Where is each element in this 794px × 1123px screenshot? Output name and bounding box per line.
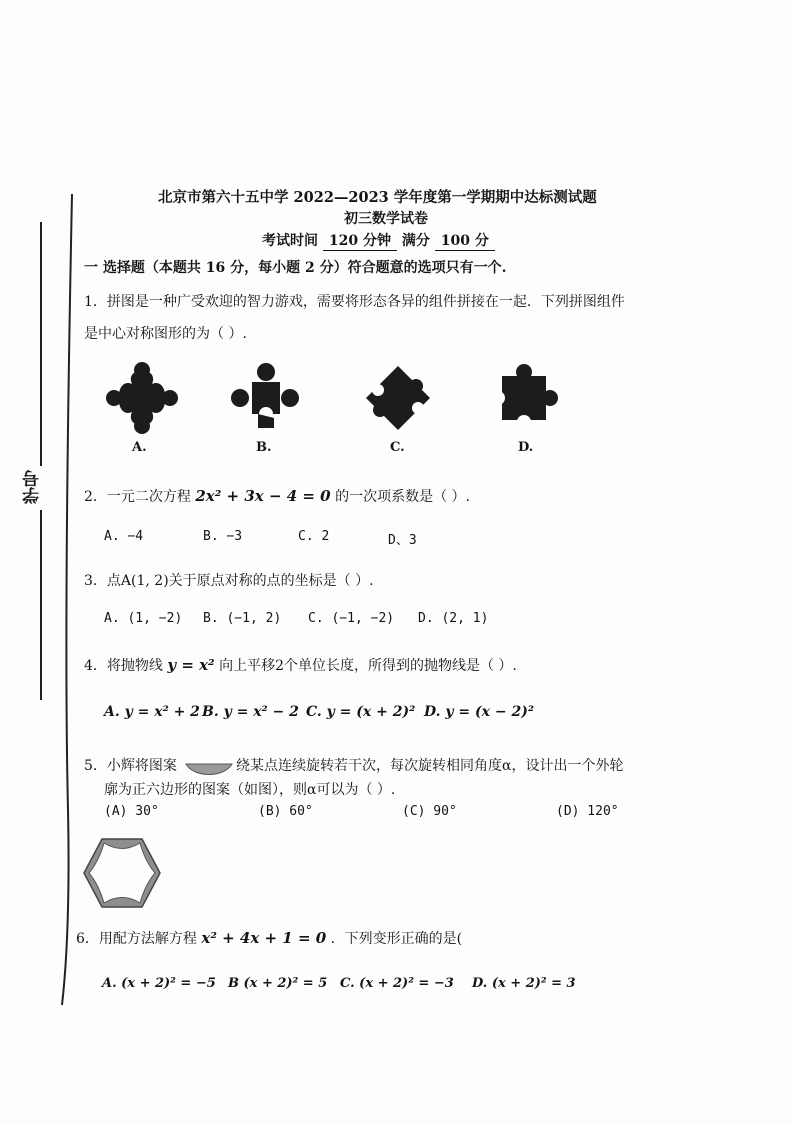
q2-option-a: A. −4 bbox=[104, 529, 144, 544]
q4-option-c: C. y = (x + 2)² bbox=[306, 704, 416, 720]
score-value: 100 分 bbox=[435, 230, 495, 251]
q5-option-b: (B) 60° bbox=[258, 804, 313, 819]
q4-option-d: D. y = (x − 2)² bbox=[424, 704, 534, 720]
exam-title: 北京市第六十五中学 2022—2023 学年度第一学期期中达标测试题 bbox=[158, 189, 597, 206]
exam-subtitle: 初三数学试卷 bbox=[344, 211, 428, 227]
q6-option-a: A. (x + 2)² = −5 bbox=[102, 976, 216, 991]
q5-line2: 廓为正六边形的图案（如图），则α可以为（ ）. bbox=[104, 782, 396, 798]
time-label: 考试时间 bbox=[262, 233, 318, 249]
q4-pre: 4．将抛物线 bbox=[84, 658, 163, 674]
puzzle-piece-b bbox=[228, 360, 304, 436]
q2-option-c: C. 2 bbox=[298, 529, 330, 544]
q1-line1: 1．拼图是一种广受欢迎的智力游戏，需要将形态各异的组件拼接在一起．下列拼图组件 bbox=[84, 294, 625, 310]
q6-pre: 6．用配方法解方程 bbox=[76, 931, 197, 947]
margin-line-top bbox=[40, 222, 42, 466]
student-id-label: 学号 bbox=[23, 470, 43, 504]
q1-line2: 是中心对称图形的为（ ）. bbox=[84, 326, 247, 342]
q1-option-c-label: C. bbox=[390, 440, 405, 455]
q5-pattern-icon bbox=[184, 760, 234, 780]
exam-info bbox=[262, 230, 495, 251]
q6-option-c: C. (x + 2)² = −3 bbox=[340, 976, 454, 991]
hexagon-pattern-figure bbox=[82, 836, 162, 910]
q2-option-d: D、3 bbox=[388, 533, 417, 548]
puzzle-piece-c bbox=[360, 360, 436, 436]
q1-option-b-label: B. bbox=[256, 440, 272, 455]
margin-line-bottom bbox=[40, 510, 42, 700]
score-label: 满分 bbox=[401, 233, 430, 249]
q2-stem bbox=[84, 486, 470, 506]
section-heading: 一 选择题（本题共 16 分，每小题 2 分）符合题意的选项只有一个. bbox=[84, 260, 507, 276]
q6-equation: x² + 4x + 1 = 0 bbox=[201, 929, 327, 947]
q6-option-b: B (x + 2)² = 5 bbox=[228, 976, 328, 991]
q6-stem bbox=[76, 928, 462, 948]
q4-stem bbox=[84, 655, 517, 675]
q3-option-b: B. (−1, 2) bbox=[203, 611, 282, 626]
q4-option-b: B. y = x² − 2 bbox=[202, 704, 299, 720]
q2-equation: 2x² + 3x − 4 = 0 bbox=[195, 487, 331, 505]
puzzle-piece-d bbox=[486, 360, 562, 436]
q2-pre: 2．一元二次方程 bbox=[84, 489, 191, 505]
q3-stem: 3．点A(1, 2)关于原点对称的点的坐标是（ ）. bbox=[84, 573, 374, 589]
time-value: 120 分钟 bbox=[323, 230, 397, 251]
q5-pre: 5．小辉将图案 bbox=[84, 758, 177, 774]
q6-option-d: D. (x + 2)² = 3 bbox=[472, 976, 576, 991]
q3-option-c: C. (−1, −2) bbox=[308, 611, 395, 626]
q5-post: 绕某点连续旋转若干次，每次旋转相同角度α，设计出一个外轮 bbox=[236, 758, 624, 774]
q4-post: 向上平移2个单位长度，所得到的抛物线是（ ）. bbox=[219, 658, 517, 674]
q2-option-b: B. −3 bbox=[203, 529, 243, 544]
q4-option-a: A. y = x² + 2 bbox=[104, 704, 200, 720]
q6-post: ．下列变形正确的是( bbox=[330, 931, 463, 947]
q3-option-d: D. (2, 1) bbox=[418, 611, 489, 626]
q1-option-a-label: A. bbox=[132, 440, 147, 455]
q4-equation: y = x² bbox=[167, 656, 215, 674]
puzzle-piece-a bbox=[104, 360, 180, 436]
q5-option-a: (A) 30° bbox=[104, 804, 159, 819]
q1-option-d-label: D. bbox=[518, 440, 534, 455]
q3-option-a: A. (1, −2) bbox=[104, 611, 183, 626]
q2-post: 的一次项系数是（ ）. bbox=[335, 489, 470, 505]
binding-curve bbox=[58, 190, 78, 1010]
q5-option-d: (D) 120° bbox=[556, 804, 619, 819]
q5-option-c: (C) 90° bbox=[402, 804, 457, 819]
